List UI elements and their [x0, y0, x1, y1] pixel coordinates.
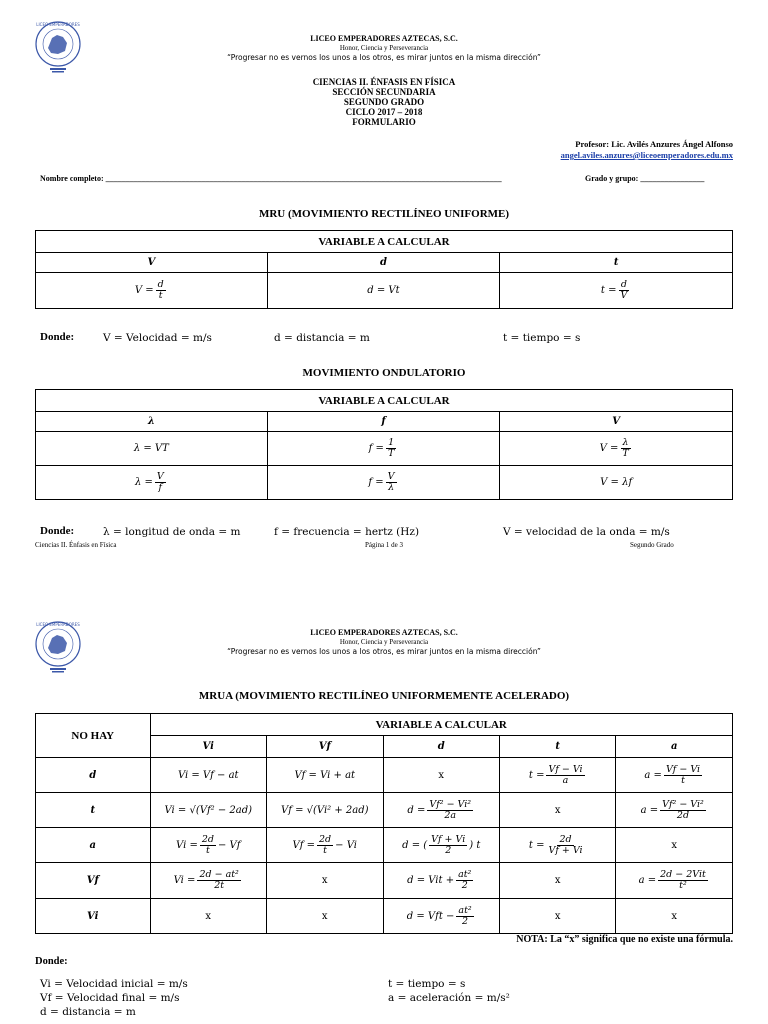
mru-table [35, 230, 733, 309]
footer-page-number: Página 1 de 3 [365, 541, 403, 549]
mrua-Vf-d: d = Vit + $\frac{\text{at²}}{2}$ [383, 863, 499, 899]
svg-text:LICEO EMPERADORES: LICEO EMPERADORES [36, 622, 80, 627]
mrua-def-Vi: Vi = Velocidad inicial = m/s [40, 978, 188, 990]
mrua-d-a: a = $\frac{Vf - Vi}{t}$ [616, 758, 733, 793]
mrua-a-Vf: Vf = $\frac{2d}{t}$ − Vi [267, 828, 384, 863]
mru-formula-t: t = $\frac{d}{V}$ [500, 273, 733, 309]
mrua-nota: NOTA: La “x” significa que no existe una fórmula. [516, 934, 733, 945]
mru-formula-d: d = Vt [267, 273, 500, 309]
mrua-col-Vf: Vf [267, 736, 384, 758]
form-header-type: FORMULARIO [352, 117, 416, 127]
mrua-row-d: d [36, 758, 151, 793]
mrua-d-t: t = $\frac{Vf - Vi}{a}$ [499, 758, 615, 793]
mru-header: VARIABLE A CALCULAR [36, 231, 733, 253]
mrua-col-t: t [499, 736, 615, 758]
footer-course: Ciencias II. Énfasis en Física [35, 541, 117, 549]
mru-def-time: t = tiempo = s [503, 332, 581, 344]
mru-col-V: V [36, 253, 268, 273]
mrua-row-t: t [36, 793, 151, 828]
mrua-Vf-Vf: x [267, 863, 384, 899]
mrua-row-Vf: Vf [36, 863, 151, 899]
mrua-Vf-a: a = $\frac{\text{2d − 2Vit}}{\text{t²}}$ [616, 863, 733, 899]
mrua-Vi-d: d = Vft − $\frac{\text{at²}}{2}$ [383, 899, 499, 934]
mrua-Vi-a: x [616, 899, 733, 934]
mru-def-velocity: V = Velocidad = m/s [103, 332, 212, 344]
mrua-t-Vi: Vi = √(Vf² − 2ad) [150, 793, 267, 828]
group-field-label: Grado y grupo: ________________ [585, 174, 705, 183]
ond-col-f: f [267, 412, 500, 432]
ond-def-frequency: f = frecuencia = hertz (Hz) [274, 526, 420, 538]
teacher-email-link[interactable]: angel.aviles.anzures@liceoemperadores.edu.mx [560, 150, 733, 160]
ondulatorio-title: MOVIMIENTO ONDULATORIO [302, 367, 466, 379]
mrua-Vi-Vi: x [150, 899, 267, 934]
mrua-no-hay: NO HAY [36, 714, 151, 758]
form-header-course: CIENCIAS II. ÉNFASIS EN FÍSICA [312, 77, 456, 87]
mrua-t-a: a = $\frac{\text{Vf² − Vi²}}{2d}$ [616, 793, 733, 828]
mrua-a-d: d = ( $\frac{Vf + Vi}{2}$ ) t [383, 828, 499, 863]
mrua-donde-label: Donde: [35, 956, 68, 967]
school-seal-logo [30, 18, 86, 74]
mrua-row-Vi: Vi [36, 899, 151, 934]
school-subtitle-page2: Honor, Ciencia y Perseverancia [339, 638, 429, 646]
ond-def-lambda: λ = longitud de onda = m [103, 526, 241, 538]
school-subtitle: Honor, Ciencia y Perseverancia [339, 44, 429, 52]
mrua-Vi-t: x [499, 899, 615, 934]
mrua-Vi-Vf: x [267, 899, 384, 934]
ond-r1-c2: f = $\frac{1}{T}$ [267, 432, 500, 466]
ond-donde-label: Donde: [40, 525, 75, 537]
mrua-t-t: x [499, 793, 615, 828]
ond-r2-c2: f = $\frac{V}{\lambda}$ [267, 466, 500, 500]
ondulatorio-table [35, 389, 733, 500]
mrua-d-Vf: Vf = Vi + at [267, 758, 384, 793]
mrua-d-d: x [383, 758, 499, 793]
mrua-t-d: d = $\frac{\text{Vf² − Vi²}}{2a}$ [383, 793, 499, 828]
mrua-col-Vi: Vi [150, 736, 267, 758]
mrua-def-d: d = distancia = m [40, 1006, 136, 1018]
school-name-page2: LICEO EMPERADORES AZTECAS, S.C. [310, 628, 458, 637]
ond-col-lambda: λ [36, 412, 268, 432]
school-name: LICEO EMPERADORES AZTECAS, S.C. [310, 34, 458, 43]
mrua-Vf-Vi: Vi = $\frac{\text{2d − at²}}{2t}$ [150, 863, 267, 899]
mrua-title: MRUA (MOVIMIENTO RECTILÍNEO UNIFORMEMENTE ACELERADO) [198, 690, 570, 702]
school-motto: “Progresar no es vernos los unos a los otros, es mirar juntos en la misma dirección” [227, 53, 541, 62]
mrua-col-a: a [616, 736, 733, 758]
form-header-section: SECCIÓN SECUNDARIA [332, 87, 436, 97]
mrua-header: VARIABLE A CALCULAR [150, 714, 733, 736]
form-header-grade: SEGUNDO GRADO [343, 97, 425, 107]
mrua-def-t: t = tiempo = s [388, 978, 466, 990]
mrua-def-Vf: Vf = Velocidad final = m/s [40, 992, 180, 1004]
ond-col-V: V [500, 412, 733, 432]
school-seal-logo-page2 [30, 618, 86, 674]
ond-header: VARIABLE A CALCULAR [36, 390, 733, 412]
mrua-row-a: a [36, 828, 151, 863]
mrua-table [35, 713, 733, 934]
ond-r1-c1: λ = VT [36, 432, 268, 466]
mru-col-d: d [267, 253, 500, 273]
name-field-label: Nombre completo: ___________________________________________________________________________________________________ [40, 174, 502, 183]
teacher-name: Profesor: Lic. Avilés Anzures Ángel Alfonso [575, 139, 733, 149]
mrua-def-a: a = aceleración = m/s² [388, 992, 510, 1004]
mru-donde-label: Donde: [40, 331, 75, 343]
mru-col-t: t [500, 253, 733, 273]
mrua-a-Vi: Vi = $\frac{2d}{t}$ − Vf [150, 828, 267, 863]
ond-r1-c3: V = $\frac{\lambda}{T}$ [500, 432, 733, 466]
school-motto-page2: “Progresar no es vernos los unos a los otros, es mirar juntos en la misma dirección” [227, 647, 541, 656]
footer-grade: Segundo Grado [630, 541, 674, 549]
ond-r2-c3: V = λf [500, 466, 733, 500]
mrua-col-d: d [383, 736, 499, 758]
mrua-a-a: x [616, 828, 733, 863]
mrua-t-Vf: Vf = √(Vi² + 2ad) [267, 793, 384, 828]
mrua-a-t: t = $\frac{2d}{Vf + Vi}$ [499, 828, 615, 863]
ond-def-wave-velocity: V = velocidad de la onda = m/s [503, 526, 670, 538]
mru-def-distance: d = distancia = m [274, 332, 370, 344]
svg-text:LICEO EMPERADORES: LICEO EMPERADORES [36, 22, 80, 27]
mru-title: MRU (MOVIMIENTO RECTILÍNEO UNIFORME) [258, 208, 510, 220]
mrua-Vf-t: x [499, 863, 615, 899]
mru-formula-V: V = $\frac{d}{t}$ [36, 273, 268, 309]
ond-r2-c1: λ = $\frac{V}{f}$ [36, 466, 268, 500]
form-header-cycle: CICLO 2017 – 2018 [345, 107, 423, 117]
mrua-d-Vi: Vi = Vf − at [150, 758, 267, 793]
